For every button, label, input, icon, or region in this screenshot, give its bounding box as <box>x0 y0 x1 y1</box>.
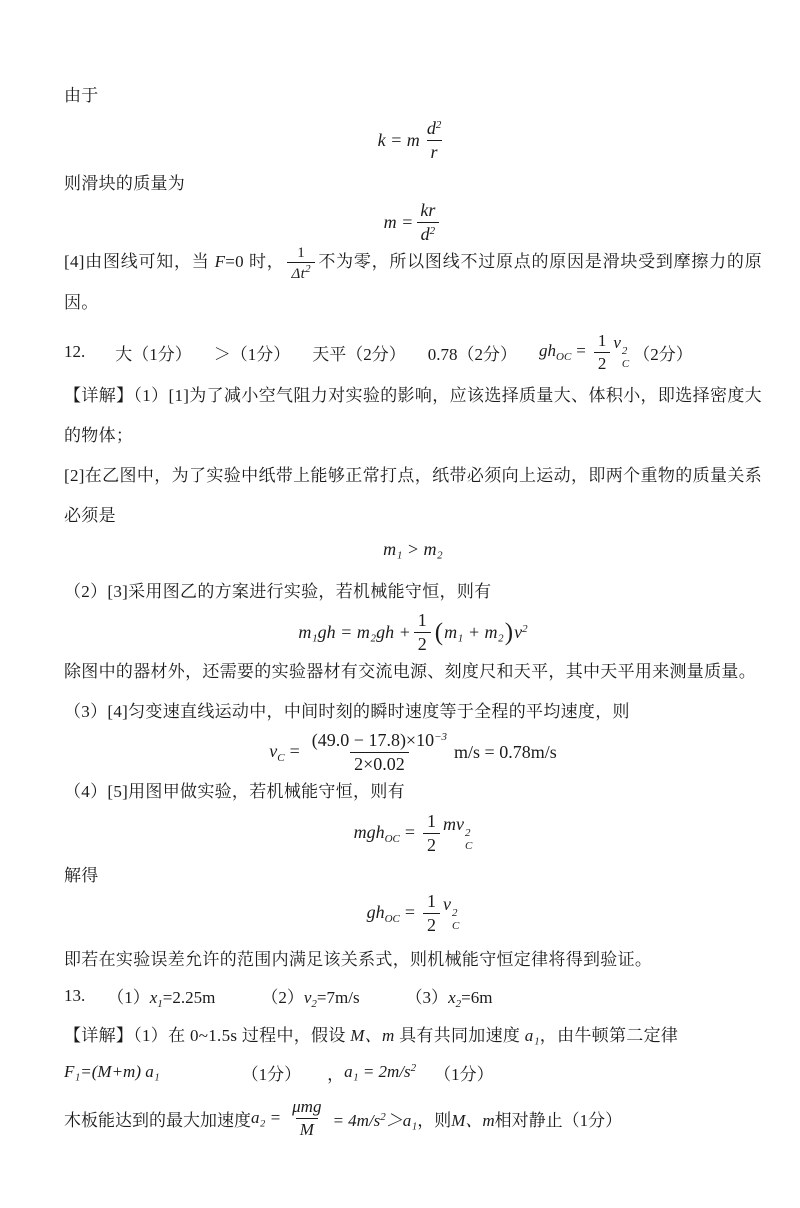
variable: a₁ <box>524 1026 540 1045</box>
equals-sign: = <box>404 901 416 922</box>
paragraph-text: 不为零，所以图线不过原点的原因是滑块受到摩擦力的原因。 <box>64 252 762 312</box>
result-comparison <box>332 1106 417 1131</box>
variable: kr <box>420 200 436 220</box>
detail-13-part1 <box>64 1016 762 1056</box>
result-units: m/s = 0.78m/s <box>454 741 557 762</box>
fraction-denominator: M <box>296 1118 318 1140</box>
equation-mgh <box>64 804 762 862</box>
fraction-denominator: 2×0.02 <box>350 752 409 776</box>
equals-sign: = <box>289 740 300 761</box>
equals-sign: = <box>404 821 416 842</box>
paragraph-text: [2]在乙图中，为了实验中纸带上能够正常打点，纸带必须向上运动，即两个重物的质量关系必须是 <box>64 466 762 525</box>
subscript: 1 <box>157 997 163 1010</box>
newton-equation: F₁=(M+m) a₁ <box>64 1062 160 1081</box>
paragraph-text: 【详解】（1）在 0~1.5s 过程中，假设 <box>64 1026 351 1045</box>
fraction-denominator: 2 <box>423 913 440 937</box>
formula-line-13-2 <box>64 1090 622 1146</box>
paragraph-text: 相对静止（1分） <box>494 1110 623 1130</box>
variable: v <box>443 893 452 914</box>
exponent: 2 <box>429 224 436 237</box>
equals-sign: = <box>576 341 586 360</box>
variable: M、m <box>350 1026 395 1045</box>
variable: M、m <box>451 1110 495 1130</box>
question-number: 12. <box>64 342 86 361</box>
subscript: C <box>277 751 285 764</box>
fraction-denominator: 2 <box>594 352 611 374</box>
paragraph-text: 由于 <box>64 86 99 105</box>
exponent: 2 <box>452 906 458 919</box>
fraction-numerator: μmg <box>292 1097 322 1117</box>
variable: Δt <box>291 265 306 282</box>
item-label: （3） <box>405 987 449 1007</box>
formula-lhs: gh <box>539 341 556 360</box>
paragraph-text: （3）[4]匀变速直线运动中，中间时刻的瞬时速度等于全程的平均速度，则 <box>64 702 630 721</box>
fraction-numerator: 1 <box>427 811 437 831</box>
paragraph-text: ，由牛顿第二定律 <box>539 1026 679 1045</box>
paragraph-text: 木板能达到的最大加速度 <box>64 1110 251 1130</box>
paragraph-note4 <box>64 242 762 323</box>
variable-F: F <box>214 252 226 271</box>
item-label: （2） <box>261 987 304 1007</box>
score-label: （1分） <box>241 1064 302 1084</box>
fraction-one-half <box>414 609 431 655</box>
value: =2.25m <box>162 987 216 1007</box>
sup-sub-stack <box>622 345 629 370</box>
answer-blank-4: 0.78（2分） <box>427 344 517 364</box>
answer-formula <box>539 341 591 363</box>
formula-text: = 4m/s <box>332 1110 381 1130</box>
answer-item-2 <box>261 983 359 1010</box>
numeric-expression: (49.0 − 17.8)×10 <box>311 730 435 750</box>
exponent: −3 <box>434 731 448 743</box>
paragraph-text: 除图中的器材外，还需要的实验器材有交流电源、刻度尺和天平，其中天平用来测量质量。 <box>64 662 756 681</box>
velocity-term <box>443 894 459 932</box>
formula-line-13-1 <box>64 1052 494 1092</box>
variable: v <box>514 621 523 642</box>
variable: d <box>426 118 436 138</box>
answer-item-1 <box>107 983 215 1010</box>
subscript: OC <box>556 351 572 363</box>
fraction-one-half <box>594 330 611 374</box>
paragraph-text: 【详解】（1）[1]为了减小空气阻力对实验的影响，应该选择质量大、体积小，即选择密度大的物体； <box>64 386 762 445</box>
paragraph-text: 具有共同加速度 <box>394 1026 525 1045</box>
answer-line-12 <box>64 328 693 376</box>
subscript: OC <box>384 912 400 925</box>
fraction <box>416 199 439 245</box>
answer-blank-3: 天平（2分） <box>312 344 406 364</box>
equation-m1-gt-m2 <box>64 534 762 564</box>
exponent: 2 <box>380 1110 386 1123</box>
detail-12-part1 <box>64 376 762 456</box>
left-parenthesis: ( <box>434 618 444 646</box>
velocity-term <box>514 622 528 643</box>
detail-12-part4 <box>64 652 762 692</box>
variable: mv <box>443 813 465 834</box>
detail-12-part2 <box>64 456 762 536</box>
answer-blank-2: ＞（1分） <box>213 344 291 364</box>
exponent: 2 <box>305 262 311 275</box>
paragraph-text: （2）[3]采用图乙的方案进行实验，若机械能守恒，则有 <box>64 582 492 601</box>
fraction-numerator <box>308 729 451 752</box>
equation-gh <box>64 884 762 942</box>
fraction-denominator <box>427 140 442 164</box>
right-parenthesis: ) <box>504 618 514 646</box>
variable: v <box>613 333 621 353</box>
paragraph-text: 则滑块的质量为 <box>64 174 186 193</box>
detail-12-part7 <box>64 940 762 980</box>
paragraph-text: （4）[5]用图甲做实验，若机械能守恒，则有 <box>64 782 405 801</box>
fraction-numerator <box>423 117 446 140</box>
paragraph-text: 解得 <box>64 866 99 885</box>
formula-lhs <box>354 822 420 845</box>
paragraph-text: ，则 <box>417 1110 452 1130</box>
mass-sum: m₁ + m₂ <box>444 621 504 642</box>
velocity-term <box>443 814 472 852</box>
subscript: C <box>465 839 473 852</box>
item-label: （1） <box>107 987 150 1007</box>
paragraph-text: 即若在实验误差允许的范围内满足该关系式，则机械能守恒定律将得到验证。 <box>64 950 653 969</box>
subscript: C <box>621 358 630 370</box>
formula-lhs: k = m <box>377 129 420 150</box>
exponent: 2 <box>435 119 442 131</box>
formula-text: a₁ = 2m/s <box>344 1062 411 1081</box>
exponent: 2 <box>621 345 628 358</box>
formula-lhs: m = <box>383 211 414 232</box>
answer-blank-1: 大（1分） <box>115 344 192 364</box>
fraction <box>423 117 446 163</box>
value: =7m/s <box>316 987 360 1007</box>
fraction-numerator: 1 <box>597 331 607 351</box>
fraction-denominator <box>287 262 314 283</box>
formula-text: m₁ > m₂ <box>383 538 443 559</box>
fraction-one-half <box>423 810 440 856</box>
fraction-numerator: 1 <box>427 891 437 911</box>
formula-lhs <box>367 902 420 925</box>
variable: r <box>430 141 438 162</box>
formula-lhs: a₂ = <box>251 1108 282 1127</box>
exponent: 2 <box>522 622 528 635</box>
formula-lhs <box>269 741 305 764</box>
variable: v <box>303 987 312 1007</box>
answer-item-3 <box>406 983 493 1010</box>
variable: mgh <box>353 821 385 842</box>
question-number: 13. <box>64 986 86 1005</box>
fraction-denominator: 2 <box>423 833 440 857</box>
fraction-numerator <box>416 199 439 222</box>
formula-lhs: m₁gh = m₂gh + <box>298 621 411 642</box>
variable: x <box>448 987 456 1007</box>
fraction <box>288 1096 325 1140</box>
equation-k <box>64 110 762 170</box>
subscript: 2 <box>311 997 317 1010</box>
subscript: 2 <box>455 997 462 1010</box>
variable: v <box>269 740 278 761</box>
velocity-term <box>613 333 629 370</box>
variable: gh <box>366 901 385 922</box>
variable: x <box>149 987 158 1007</box>
paragraph-text: =0 时， <box>225 252 285 271</box>
subscript: C <box>452 919 460 932</box>
fraction-numerator: 1 <box>417 610 427 630</box>
fraction-one-half <box>423 890 440 936</box>
exponent: 2 <box>465 826 471 839</box>
comma: ， <box>327 1064 345 1084</box>
variable: d <box>420 223 430 244</box>
score-label: （2分） <box>633 344 693 364</box>
acceleration-value <box>344 1062 416 1082</box>
sup-sub-stack <box>465 827 472 852</box>
inline-fraction <box>287 244 314 283</box>
subscript: OC <box>384 832 400 845</box>
exponent: 2 <box>410 1062 417 1074</box>
score-label: （1分） <box>434 1064 494 1084</box>
fraction-numerator: 1 <box>297 244 306 261</box>
sup-sub-stack <box>452 907 459 932</box>
fraction-denominator: 2 <box>414 632 431 656</box>
comparison: ＞a₁ <box>385 1110 418 1130</box>
value: =6m <box>461 987 493 1007</box>
paragraph-text: [4]由图线可知，当 <box>64 252 215 271</box>
fraction <box>308 729 451 775</box>
answer-line-13 <box>64 976 492 1016</box>
